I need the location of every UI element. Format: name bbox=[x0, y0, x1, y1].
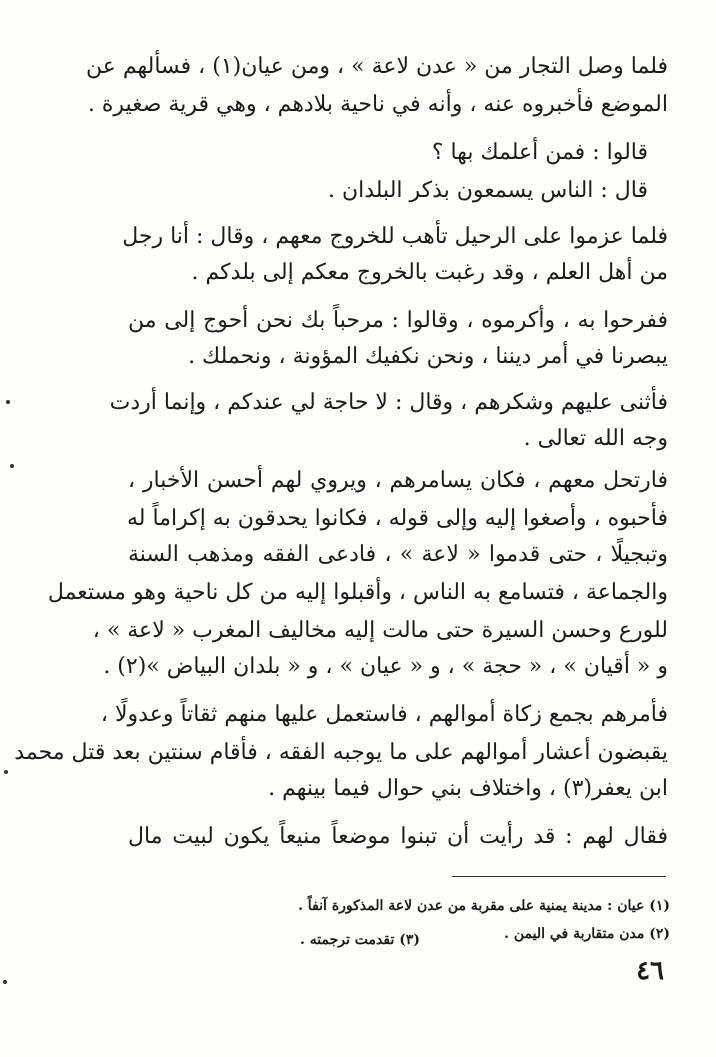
footnote-1: (١) عيان : مدينة يمنية على مقربة من عدن لاعة المذكورة آنفاً . bbox=[298, 898, 670, 914]
scan-speck bbox=[4, 770, 8, 774]
text-line-15: للورع وحسن السيرة حتى مالت إليه مخاليف المغرب « لاعة » ، bbox=[92, 618, 668, 643]
scan-speck bbox=[3, 980, 7, 984]
text-line-1: فلما وصل التجار من « عدن لاعة » ، ومن عيان(١) ، فسألهم عن bbox=[85, 54, 668, 79]
text-line-6: من أهل العلم ، وقد رغبت بالخروج معكم إلى بلدكم . bbox=[191, 260, 668, 285]
text-line-4: قال : الناس يسمعون بذكر البلدان . bbox=[327, 178, 648, 203]
footnote-2: (٢) مدن متقاربة في اليمن . bbox=[504, 926, 670, 942]
text-line-13: وتبجيلًا ، حتى قدموا « لاعة » ، فادعى الفقه ومذهب السنة bbox=[128, 542, 668, 567]
footnote-divider bbox=[452, 876, 666, 877]
text-line-19: ابن يعفر(٣) ، واختلاف بني حوال فيما بينهم . bbox=[268, 776, 668, 801]
text-line-3: قالوا : فمن أعلمك بها ؟ bbox=[431, 140, 648, 165]
page-number: ٤٦ bbox=[636, 956, 664, 986]
text-line-20: فقال لهم : قد رأيت أن تبنوا موضعاً منيعاً يكون لبيت مال bbox=[128, 824, 668, 849]
text-line-16: و « أقيان » ، « حجة » ، و « عيان » ، و « بلدان البياض »(٢) . bbox=[103, 654, 668, 679]
text-line-9: فأثنى عليهم وشكرهم ، وقال : لا حاجة لي عندكم ، وإنما أردت bbox=[109, 390, 668, 415]
text-line-17: فأمرهم بجمع زكاة أموالهم ، فاستعمل عليها منهم ثقاتاً وعدولًا ، bbox=[100, 702, 668, 727]
text-line-14: والجماعة ، فتسامع به الناس ، وأقبلوا إليه من كل ناحية وهو مستعمل bbox=[47, 580, 668, 605]
text-line-2: الموضع فأخبروه عنه ، وأنه في ناحية بلادهم ، وهي قرية صغيرة . bbox=[87, 92, 668, 117]
text-line-11: فارتحل معهم ، فكان يسامرهم ، ويروي لهم أحسن الأخبار ، bbox=[128, 468, 668, 493]
text-line-18: يقبضون أعشار أموالهم على ما يوجبه الفقه ، فأقام سنتين بعد قتل محمد bbox=[14, 740, 668, 765]
text-line-7: ففرحوا به ، وأكرموه ، وقالوا : مرحباً بك نحن أحوج إلى من bbox=[128, 308, 668, 333]
text-line-5: فلما عزموا على الرحيل تأهب للخروج معهم ، وقال : أنا رجل bbox=[122, 224, 668, 249]
scan-speck bbox=[10, 464, 14, 468]
text-line-8: يبصرنا في أمر ديننا ، ونحن نكفيك المؤونة ، ونحملك . bbox=[188, 344, 668, 369]
text-line-10: وجه الله تعالى . bbox=[523, 426, 668, 451]
text-line-12: فأحبوه ، وأصغوا إليه وإلى قوله ، فكانوا يحدقون به إكراماً له bbox=[126, 506, 668, 531]
footnote-3: (٣) تقدمت ترجمته . bbox=[300, 932, 420, 948]
scan-speck bbox=[6, 400, 10, 404]
